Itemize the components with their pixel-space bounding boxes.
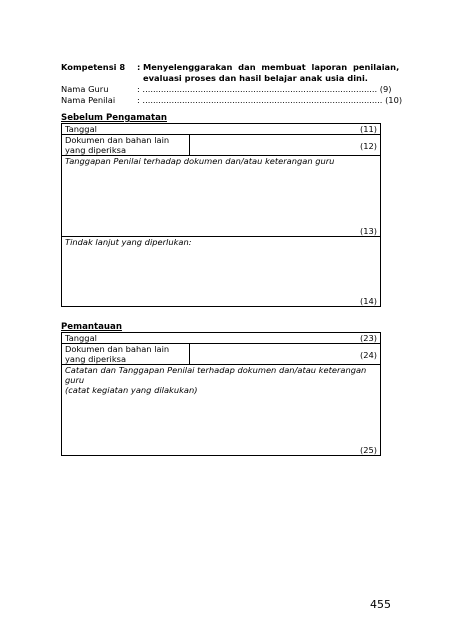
page-number: 455 bbox=[370, 598, 391, 611]
field-number: (13) bbox=[359, 226, 377, 236]
field-number: (14) bbox=[359, 296, 377, 306]
nama-penilai-label: Nama Penilai bbox=[61, 95, 116, 105]
table-row bbox=[62, 333, 381, 344]
table-row bbox=[62, 365, 381, 456]
nama-penilai-field: : ........................................................................................... (10) bbox=[137, 95, 403, 105]
dokumen-label-line2: yang diperiksa bbox=[65, 145, 127, 155]
table-row bbox=[62, 237, 381, 307]
dokumen-value-cell bbox=[190, 135, 381, 156]
nama-guru-field: : ......................................................................................... (9) bbox=[137, 84, 392, 94]
field-number: (23) bbox=[359, 333, 377, 343]
tanggal-label: Tanggal bbox=[65, 124, 97, 134]
dokumen-label-line2: yang diperiksa bbox=[65, 354, 127, 364]
tanggapan-label: Tanggapan Penilai terhadap dokumen dan/atau keterangan guru bbox=[65, 156, 335, 166]
catatan-cell bbox=[62, 365, 381, 456]
kompetensi-title-line2: evaluasi proses dan hasil belajar anak usia dini. bbox=[143, 73, 368, 83]
dokumen-label-line1: Dokumen dan bahan lain bbox=[65, 344, 170, 354]
table-row bbox=[62, 156, 381, 237]
table-row bbox=[62, 135, 381, 156]
pemantauan-title: Pemantauan bbox=[61, 322, 122, 332]
tanggal-cell bbox=[62, 333, 381, 344]
field-number: (25) bbox=[359, 445, 377, 455]
tanggal-label: Tanggal bbox=[65, 333, 97, 343]
table-row bbox=[62, 344, 381, 365]
dokumen-label-cell bbox=[62, 344, 190, 365]
kompetensi-separator: : bbox=[137, 62, 141, 72]
field-number: (11) bbox=[359, 124, 377, 134]
field-number: (24) bbox=[359, 350, 377, 360]
table-row bbox=[62, 124, 381, 135]
catatan-label-line2: (catat kegiatan yang dilakukan) bbox=[65, 385, 198, 395]
field-number: (12) bbox=[359, 141, 377, 151]
dokumen-label-line1: Dokumen dan bahan lain bbox=[65, 135, 170, 145]
catatan-label-line1: Catatan dan Tanggapan Penilai terhadap dokumen dan/atau keterangan guru bbox=[65, 365, 367, 385]
tindak-lanjut-cell bbox=[62, 237, 381, 307]
sebelum-pengamatan-table bbox=[61, 123, 381, 307]
kompetensi-label: Kompetensi 8 bbox=[61, 62, 126, 72]
kompetensi-title-line1: Menyelenggarakan dan membuat laporan penilaian, bbox=[143, 62, 400, 72]
tanggapan-cell bbox=[62, 156, 381, 237]
tanggal-cell bbox=[62, 124, 381, 135]
nama-guru-label: Nama Guru bbox=[61, 84, 109, 94]
tindak-lanjut-label: Tindak lanjut yang diperlukan: bbox=[65, 237, 192, 247]
pemantauan-table bbox=[61, 332, 381, 456]
dokumen-label-cell bbox=[62, 135, 190, 156]
dokumen-value-cell bbox=[190, 344, 381, 365]
sebelum-pengamatan-title: Sebelum Pengamatan bbox=[61, 113, 167, 123]
